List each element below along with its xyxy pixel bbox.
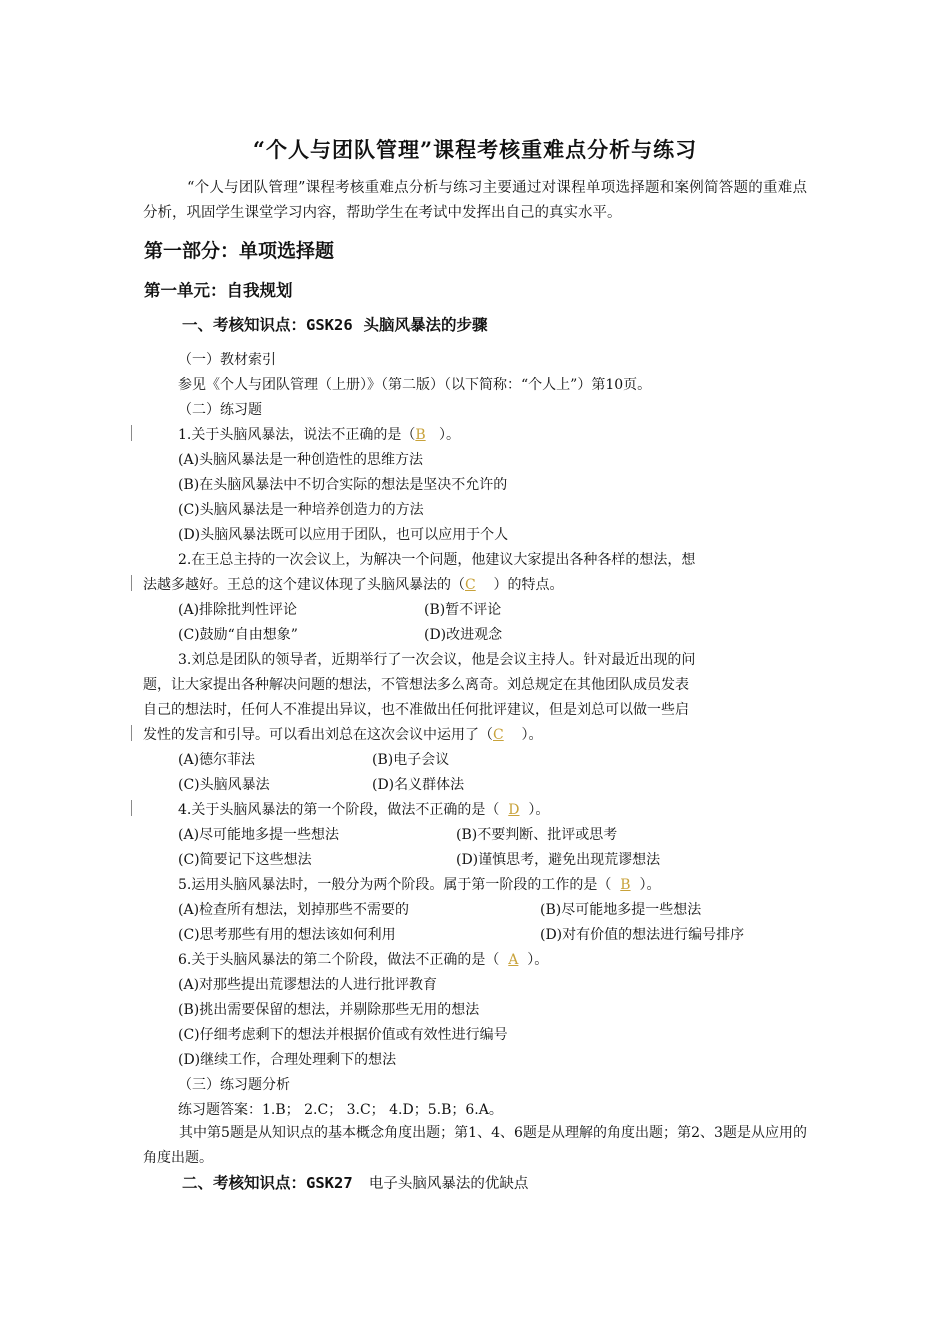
q6-option-c: (C)仔细考虑剩下的想法并根据价值或有效性进行编号 — [178, 1027, 508, 1043]
q5-option-c: (C)思考那些有用的想法该如何利用 — [178, 927, 396, 943]
kp-code: GSK26 — [306, 316, 353, 334]
section-analysis: （三）练习题分析 — [178, 1077, 290, 1093]
answer-mark: C — [465, 577, 476, 593]
answers-line: 练习题答案：1.B； 2.C； 3.C； 4.D；5.B；6.A。 — [178, 1102, 503, 1118]
q3-option-c: (C)头脑风暴法 — [178, 777, 270, 793]
q1-option-a: (A)头脑风暴法是一种创造性的思维方法 — [178, 452, 424, 468]
analysis-paragraph: 其中第5题是从知识点的基本概念角度出题；第1、4、6题是从理解的角度出题；第2、3题是从应用的角度出题。 — [143, 1125, 807, 1166]
question-3-line-1: 3.刘总是团队的领导者，近期举行了一次会议，他是会议主持人。针对最近出现的问 — [178, 652, 696, 668]
question-3-line-4 — [143, 724, 543, 744]
question-text: 法越多越好。王总的这个建议体现了头脑风暴法的（ — [143, 577, 465, 593]
q2-option-a: (A)排除批判性评论 — [178, 602, 298, 618]
question-text: ）。 — [521, 727, 543, 743]
q6-option-a: (A)对那些提出荒谬想法的人进行批评教育 — [178, 977, 438, 993]
question-3-line-2: 题，让大家提出各种解决问题的想法，不管想法多么离奇。刘总规定在其他团队成员发表 — [143, 677, 689, 693]
q2-option-c: (C)鼓励“自由想象” — [178, 627, 298, 643]
kp-code: GSK27 — [306, 1174, 353, 1192]
question-text: ）。 — [527, 952, 549, 968]
question-text: 5.运用头脑风暴法时，一般分为两个阶段。属于第一阶段的工作的是（ — [178, 877, 612, 893]
kp-name: 头脑风暴法的步骤 — [363, 315, 488, 334]
q2-option-b: (B)暂不评论 — [424, 602, 502, 618]
q1-option-c: (C)头脑风暴法是一种培养创造力的方法 — [178, 502, 424, 518]
q3-option-d: (D)名义群体法 — [372, 777, 465, 793]
answer-mark: B — [415, 427, 426, 443]
question-1-stem — [178, 424, 460, 444]
question-text: 4.关于头脑风暴法的第一个阶段，做法不正确的是（ — [178, 802, 500, 818]
question-text: ）。 — [528, 802, 550, 818]
q3-option-b: (B)电子会议 — [372, 752, 450, 768]
knowledge-point-heading-2 — [182, 1171, 528, 1193]
section-exercises: （二）练习题 — [178, 402, 262, 418]
question-2-line-2 — [143, 574, 564, 594]
revision-margin-bar — [131, 800, 132, 816]
q4-option-a: (A)尽可能地多提一些想法 — [178, 827, 340, 843]
question-text: ）。 — [639, 877, 661, 893]
q1-option-d: (D)头脑风暴法既可以应用于团队，也可以应用于个人 — [178, 527, 509, 543]
question-text: 发性的发言和引导。可以看出刘总在这次会议中运用了（ — [143, 727, 493, 743]
question-4-stem — [178, 799, 549, 819]
kp-prefix: 二、考核知识点： — [182, 1173, 307, 1192]
question-text: ）的特点。 — [493, 577, 564, 593]
textbook-reference: 参见《个人与团队管理（上册）》（第二版）（以下简称：“个人上”）第10页。 — [178, 377, 652, 393]
question-3-line-3: 自己的想法时，任何人不准提出异议，也不准做出任何批评建议，但是刘总可以做一些启 — [143, 702, 689, 718]
answer-mark: A — [508, 952, 519, 968]
question-text: 6.关于头脑风暴法的第二个阶段，做法不正确的是（ — [178, 952, 500, 968]
part-heading: 第一部分：单项选择题 — [144, 240, 335, 262]
page-title: “个人与团队管理”课程考核重难点分析与练习 — [252, 137, 698, 162]
revision-margin-bar — [131, 725, 132, 741]
revision-margin-bar — [131, 575, 132, 591]
section-textbook-index: （一）教材索引 — [178, 352, 276, 368]
answer-mark: B — [620, 877, 631, 893]
intro-paragraph: “个人与团队管理”课程考核重难点分析与练习主要通过对课程单项选择题和案例简答题的重难点分析，巩固学生课堂学习内容，帮助学生在考试中发挥出自己的真实水平。 — [143, 180, 807, 221]
q4-option-c: (C)简要记下这些想法 — [178, 852, 312, 868]
question-2-line-1: 2.在王总主持的一次会议上，为解决一个问题，他建议大家提出各种各样的想法，想 — [178, 552, 696, 568]
question-5-stem — [178, 874, 660, 894]
kp-name: 电子头脑风暴法的优缺点 — [368, 1176, 529, 1192]
q5-option-b: (B)尽可能地多提一些想法 — [540, 902, 702, 918]
answer-mark: D — [508, 802, 520, 818]
q5-option-a: (A)检查所有想法，划掉那些不需要的 — [178, 902, 410, 918]
question-text: ）。 — [439, 427, 461, 443]
knowledge-point-heading-1 — [182, 313, 488, 335]
question-text: 1.关于头脑风暴法，说法不正确的是（ — [178, 427, 416, 443]
revision-margin-bar — [131, 425, 132, 441]
question-6-stem — [178, 949, 548, 969]
q6-option-b: (B)挑出需要保留的想法，并剔除那些无用的想法 — [178, 1002, 480, 1018]
q6-option-d: (D)继续工作，合理处理剩下的想法 — [178, 1052, 397, 1068]
q4-option-d: (D)谨慎思考，避免出现荒谬想法 — [456, 852, 661, 868]
answer-mark: C — [493, 727, 504, 743]
q4-option-b: (B)不要判断、批评或思考 — [456, 827, 618, 843]
unit-heading: 第一单元：自我规划 — [144, 281, 293, 300]
q3-option-a: (A)德尔菲法 — [178, 752, 256, 768]
kp-prefix: 一、考核知识点： — [182, 315, 307, 334]
q1-option-b: (B)在头脑风暴法中不切合实际的想法是坚决不允许的 — [178, 477, 508, 493]
q2-option-d: (D)改进观念 — [424, 627, 503, 643]
q5-option-d: (D)对有价值的想法进行编号排序 — [540, 927, 745, 943]
